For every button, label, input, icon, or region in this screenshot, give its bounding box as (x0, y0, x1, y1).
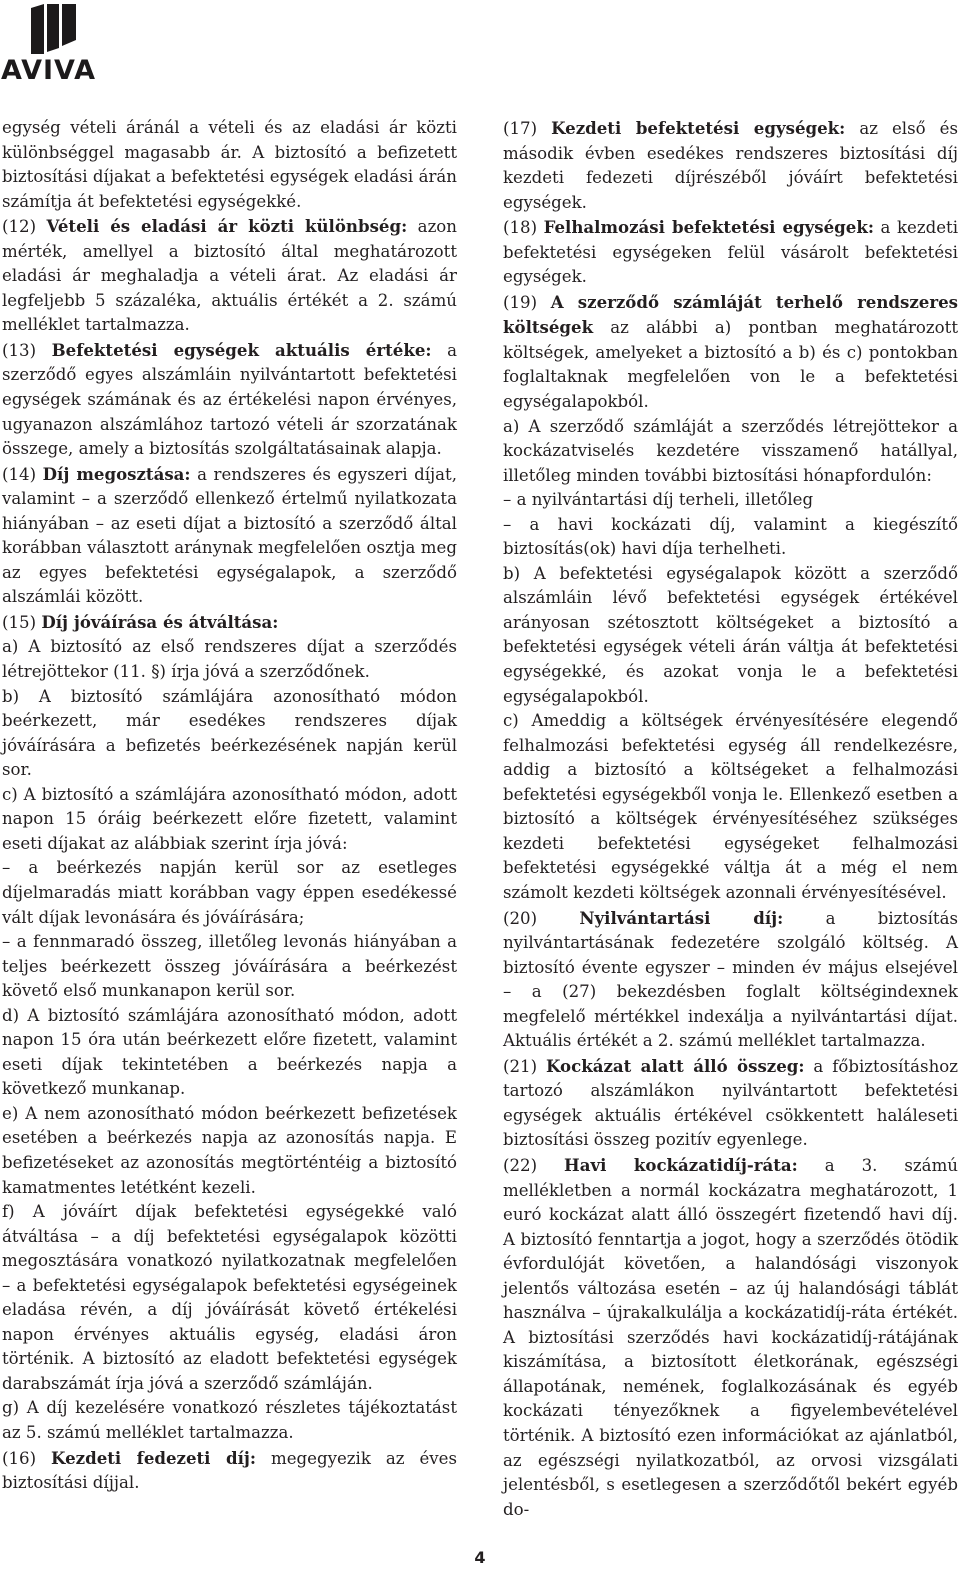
term: Felhalmozási befektetési egységek: (543, 217, 874, 238)
definition-22: (22) Havi kockázatidíj-ráta: a 3. számú mellékletben a normál kockázatra meghatározott, 1 euró kockázat alatt álló összegért fizetendő havi díj. A biztosító fenntartja a jogot, hogy a szerződés ötödik évfordulóját követően, a halandósági viszonyok jelentős változása esetén – az új halandósági táblát használva – újrakalkulálja a kockázatidíj-ráta értékét. A biztosítási szerződés havi kockázatidíj-rátájának kiszámítása, a biztosított életkorának, egészségi állapotának, nemének, foglalkozásának és egyéb kockázati tényezőknek a figyelembevételével történik. A biztosító ezen információkat az ajánlatból, az egészségi nyilatkozatból, az orvosi vizsgálati jelentésből, s esetlegesen a szerződőtől bekért egyéb do- (503, 1154, 958, 1519)
paragraph: e) A nem azonosítható módon beérkezett befizetések esetében a beérkezés napja az azonosítás napja. E befizetéseket az azonosítás megtörténtéig a biztosító kamatmentes letétként kezeli. (2, 1103, 457, 1197)
term: Befektetési egységek aktuális értéke: (51, 339, 432, 360)
paragraph: b) A biztosító számlájára azonosítható módon beérkezett, már esedékes rendszeres díjak jóváírására a befizetés beérkezésének napján kerül sor. (2, 686, 457, 780)
list-item: – a fennmaradó összeg, illetőleg levonás hiányában a teljes beérkezett összeg jóváírására a beérkezést követő első munkanapon kerül sor. (2, 932, 457, 1001)
definition-13: (13) Befektetési egységek aktuális értéke: a szerződő egyes alszámláin nyilvántartott befektetési egységek számának és az értékelési napon érvényes, ugyanazon alszámlához tartozó vételi ár szorzatának összege, amely a biztosítás szolgáltatásainak alapja. (2, 339, 457, 459)
paragraph: d) A biztosító számlájára azonosítható módon, adott napon 15 óra után beérkezett előre fizetett, valamint eseti díjak tekintetében a beérkezés napja a következő munkanap. (2, 1005, 457, 1099)
list-item: – a beérkezés napján kerül sor az esetleges díjelmaradás miatt korábban vagy éppen esedékessé vált díjak levonására és jóváírására; (2, 858, 457, 927)
aviva-logo (0, 4, 110, 84)
paragraph: c) Ameddig a költségek érvényesítésére elegendő felhalmozási befektetési egység áll rendelkezésre, addig a biztosító a költségeket a felhalmozási befektetési egységekből vonja le. Ellenkező esetben a biztosító a költségek érvényesítéséhez szükséges kezdeti befektetési egységeket felhalmozási befektetési egységekké váltja át a még el nem számolt kezdeti költségek azonnali érvényesítésével. (503, 711, 958, 902)
term: Díj megosztása: (42, 463, 191, 484)
paragraph: f) A jóváírt díjak befektetési egységekké való átváltása – a díj befektetési egységalapok közötti megosztására vonatkozó nyilatkozatnak megfelelően – a befektetési egységalapok befektetési egységeinek eladása révén, a díj jóváírását követő értékelési napon érvényes aktuális egység, eladási áron történik. A biztosító az eladott befektetési egységek darabszámát írja jóvá a szerződő számláján. (2, 1202, 457, 1393)
paragraph: g) A díj kezelésére vonatkozó részletes tájékoztatást az 5. számú melléklet tartalmazza. (2, 1398, 457, 1442)
definition-20: (20) Nyilvántartási díj: a biztosítás nyilvántartásának fedezetére szolgáló költség. A biztosító évente egyszer – minden év május elsejével – a (27) bekezdésben foglalt költségindexnek megfelelő mértékkel indexálja a nyilvántartási díjat. Aktuális értékét a 2. számú melléklet tartalmazza. (503, 907, 958, 1051)
definition-15: (15) Díj jóváírása és átváltása: (2, 611, 279, 632)
term: Vételi és eladási ár közti különbség: (46, 216, 408, 237)
term: A szerződő számláját terhelő rendszeres költségek (503, 291, 959, 338)
definition-21: (21) Kockázat alatt álló összeg: a főbiztosításhoz tartozó alszámlákon nyilvántartott befektetési egységek aktuális értékével csökkentett haláleseti biztosítási összeg pozitív egyenlege. (503, 1055, 958, 1150)
list-item: – a havi kockázati díj, valamint a kiegészítő biztosítás(ok) havi díja terhelheti. (503, 514, 958, 559)
term: Nyilvántartási díj: (579, 907, 784, 928)
paragraph: b) A befektetési egységalapok között a szerződő alszámláin lévő befektetési egységek értékével arányosan szétosztott költségeket a biztosító a befektetési egységek vételi árán váltja át befektetési egységekké, és azokat vonja le a befektetési egységalapokból. (503, 563, 958, 706)
list-item: – a nyilvántartási díj terheli, illetőleg (503, 490, 814, 510)
term: Havi kockázatidíj-ráta: (564, 1154, 798, 1175)
term: Kezdeti befektetési egységek: (551, 118, 846, 138)
paragraph: a) A biztosító az első rendszeres díjat a szerződés létrejöttekor (11. §) írja jóvá a szerződőnek. (2, 637, 457, 682)
term: Kezdeti fedezeti díj: (51, 1447, 256, 1468)
definition-14: (14) Díj megosztása: a rendszeres és egyszeri díjat, valamint – a szerződő ellenkező értelmű nyilatkozata hiányában – az eseti díjat a biztosító a szerződő által korábban választott aránynak megfelelően osztja meg az egyes befektetési egységalapok, a szerződő alszámlái között. (2, 463, 457, 607)
logo-wordmark: AVIVA (1, 55, 96, 86)
right-column (503, 116, 958, 1522)
paragraph: a) A szerződő számláját a szerződés létrejöttekor a kockázatviselés kezdetére visszamenő hatállyal, illetőleg minden további biztosítási hónapfordulón: (503, 416, 958, 485)
term: Kockázat alatt álló összeg: (545, 1055, 805, 1076)
left-column (2, 116, 457, 1496)
definition-16: (16) Kezdeti fedezeti díj: megegyezik az éves biztosítási díjjal. (2, 1447, 457, 1493)
definition-17: (17) Kezdeti befektetési egységek: az első és második évben esedékes rendszeres biztosítási díj kezdeti fedezeti díjrészéből jóváírt befektetési egységek. (503, 118, 958, 212)
aviva-stripes-icon (31, 4, 77, 54)
paragraph: c) A biztosító a számlájára azonosítható módon, adott napon 15 óráig beérkezett előre fizetett, valamint eseti díjakat az alábbiak szerint írja jóvá: (2, 784, 457, 853)
definition-12: (12) Vételi és eladási ár közti különbség: azon mérték, amellyel a biztosító által meghatározott eladási ár meghaladja a vételi árat. Az eladási ár legfeljebb 5 százaléka, aktuális értékét a 2. számú melléklet tartalmazza. (2, 216, 457, 335)
paragraph: egység vételi áránál a vételi és az eladási ár közti különbséggel magasabb ár. A biztosító a befizetett biztosítási díjakat a befektetési egységek eladási árán számítja át befektetési egységekké. (2, 118, 457, 211)
definition-19: (19) A szerződő számláját terhelő rendszeres költségek az alábbi a) pontban meghatározott költségek, amelyeket a biztosító a b) és c) pontokban foglaltaknak megfelelően von le a befektetési egységalapokból. (503, 291, 959, 412)
term: Díj jóváírása és átváltása: (41, 611, 279, 632)
definition-18: (18) Felhalmozási befektetési egységek: a kezdeti befektetési egységeken felül vásárolt befektetési egységek. (503, 217, 958, 287)
page-number: 4 (474, 1548, 486, 1567)
